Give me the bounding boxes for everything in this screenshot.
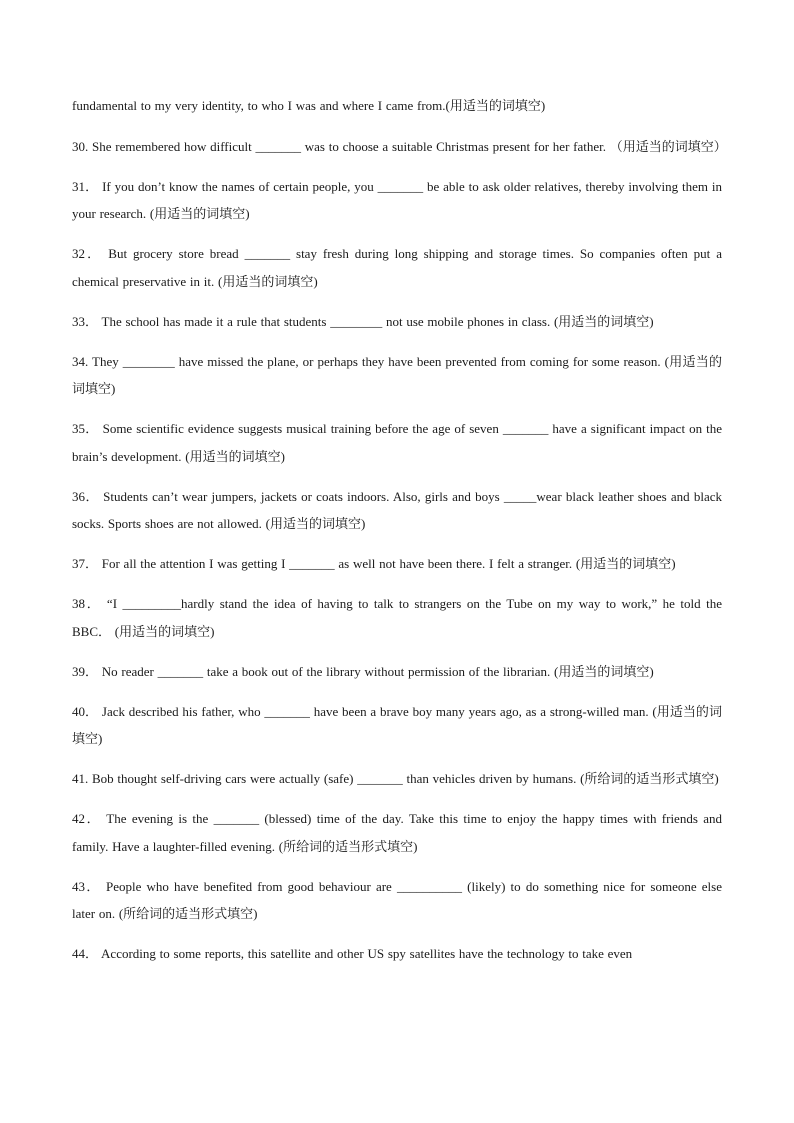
question-33: 33． The school has made it a rule that students ________ not use mobile phones in class. (用适当的词填空) [72,313,654,329]
document-page [72,92,727,980]
question-34: 34. They ________ have missed the plane, or perhaps they have been prevented from coming for some reason. (用适当的词填空) [72,353,722,396]
question-44: 44． According to some reports, this satellite and other US spy satellites have the technology to take even [72,946,633,961]
question-29-continuation: fundamental to my very identity, to who I was and where I came from.(用适当的词填空) [72,98,546,113]
question-32: 32． But grocery store bread _______ stay fresh during long shipping and storage times. So companies often put a chemical preservative in it. (用适当的词填空) [72,246,722,289]
question-39: 39． No reader _______ take a book out of the library without permission of the librarian. (用适当的词填空) [72,663,654,679]
question-31: 31． If you don’t know the names of certain people, you _______ be able to ask older relatives, thereby involving them in your research. (用适当的词填空) [72,178,722,221]
question-38: 38． “I _________hardly stand the idea of having to talk to strangers on the Tube on my way to work,” he told the BBC． (用适当的词填空) [72,596,722,639]
question-35: 35． Some scientific evidence suggests musical training before the age of seven _______ have a significant impact on the brain’s development. (用适当的词填空) [72,421,722,464]
question-40: 40． Jack described his father, who _______ have been a brave boy many years ago, as a strong-willed man. (用适当的词填空) [72,703,722,746]
question-43: 43． People who have benefited from good behaviour are __________ (likely) to do something nice for someone else later on. (所给词的适当形式填空) [72,878,722,921]
question-37: 37． For all the attention I was getting I _______ as well not have been there. I felt a stranger. (用适当的词填空) [72,556,676,571]
question-36: 36． Students can’t wear jumpers, jackets or coats indoors. Also, girls and boys _____wear black leather shoes and black socks. Sports shoes are not allowed. (用适当的词填空) [72,488,722,531]
question-30: 30. She remembered how difficult _______ was to choose a suitable Christmas present for her father. （用适当的词填空） [72,138,727,154]
question-41: 41. Bob thought self-driving cars were actually (safe) _______ than vehicles driven by humans. (所给词的适当形式填空) [72,771,719,786]
question-42: 42． The evening is the _______ (blessed) time of the day. Take this time to enjoy the happy times with friends and family. Have a laughter-filled evening. (所给词的适当形式填空) [72,811,722,854]
